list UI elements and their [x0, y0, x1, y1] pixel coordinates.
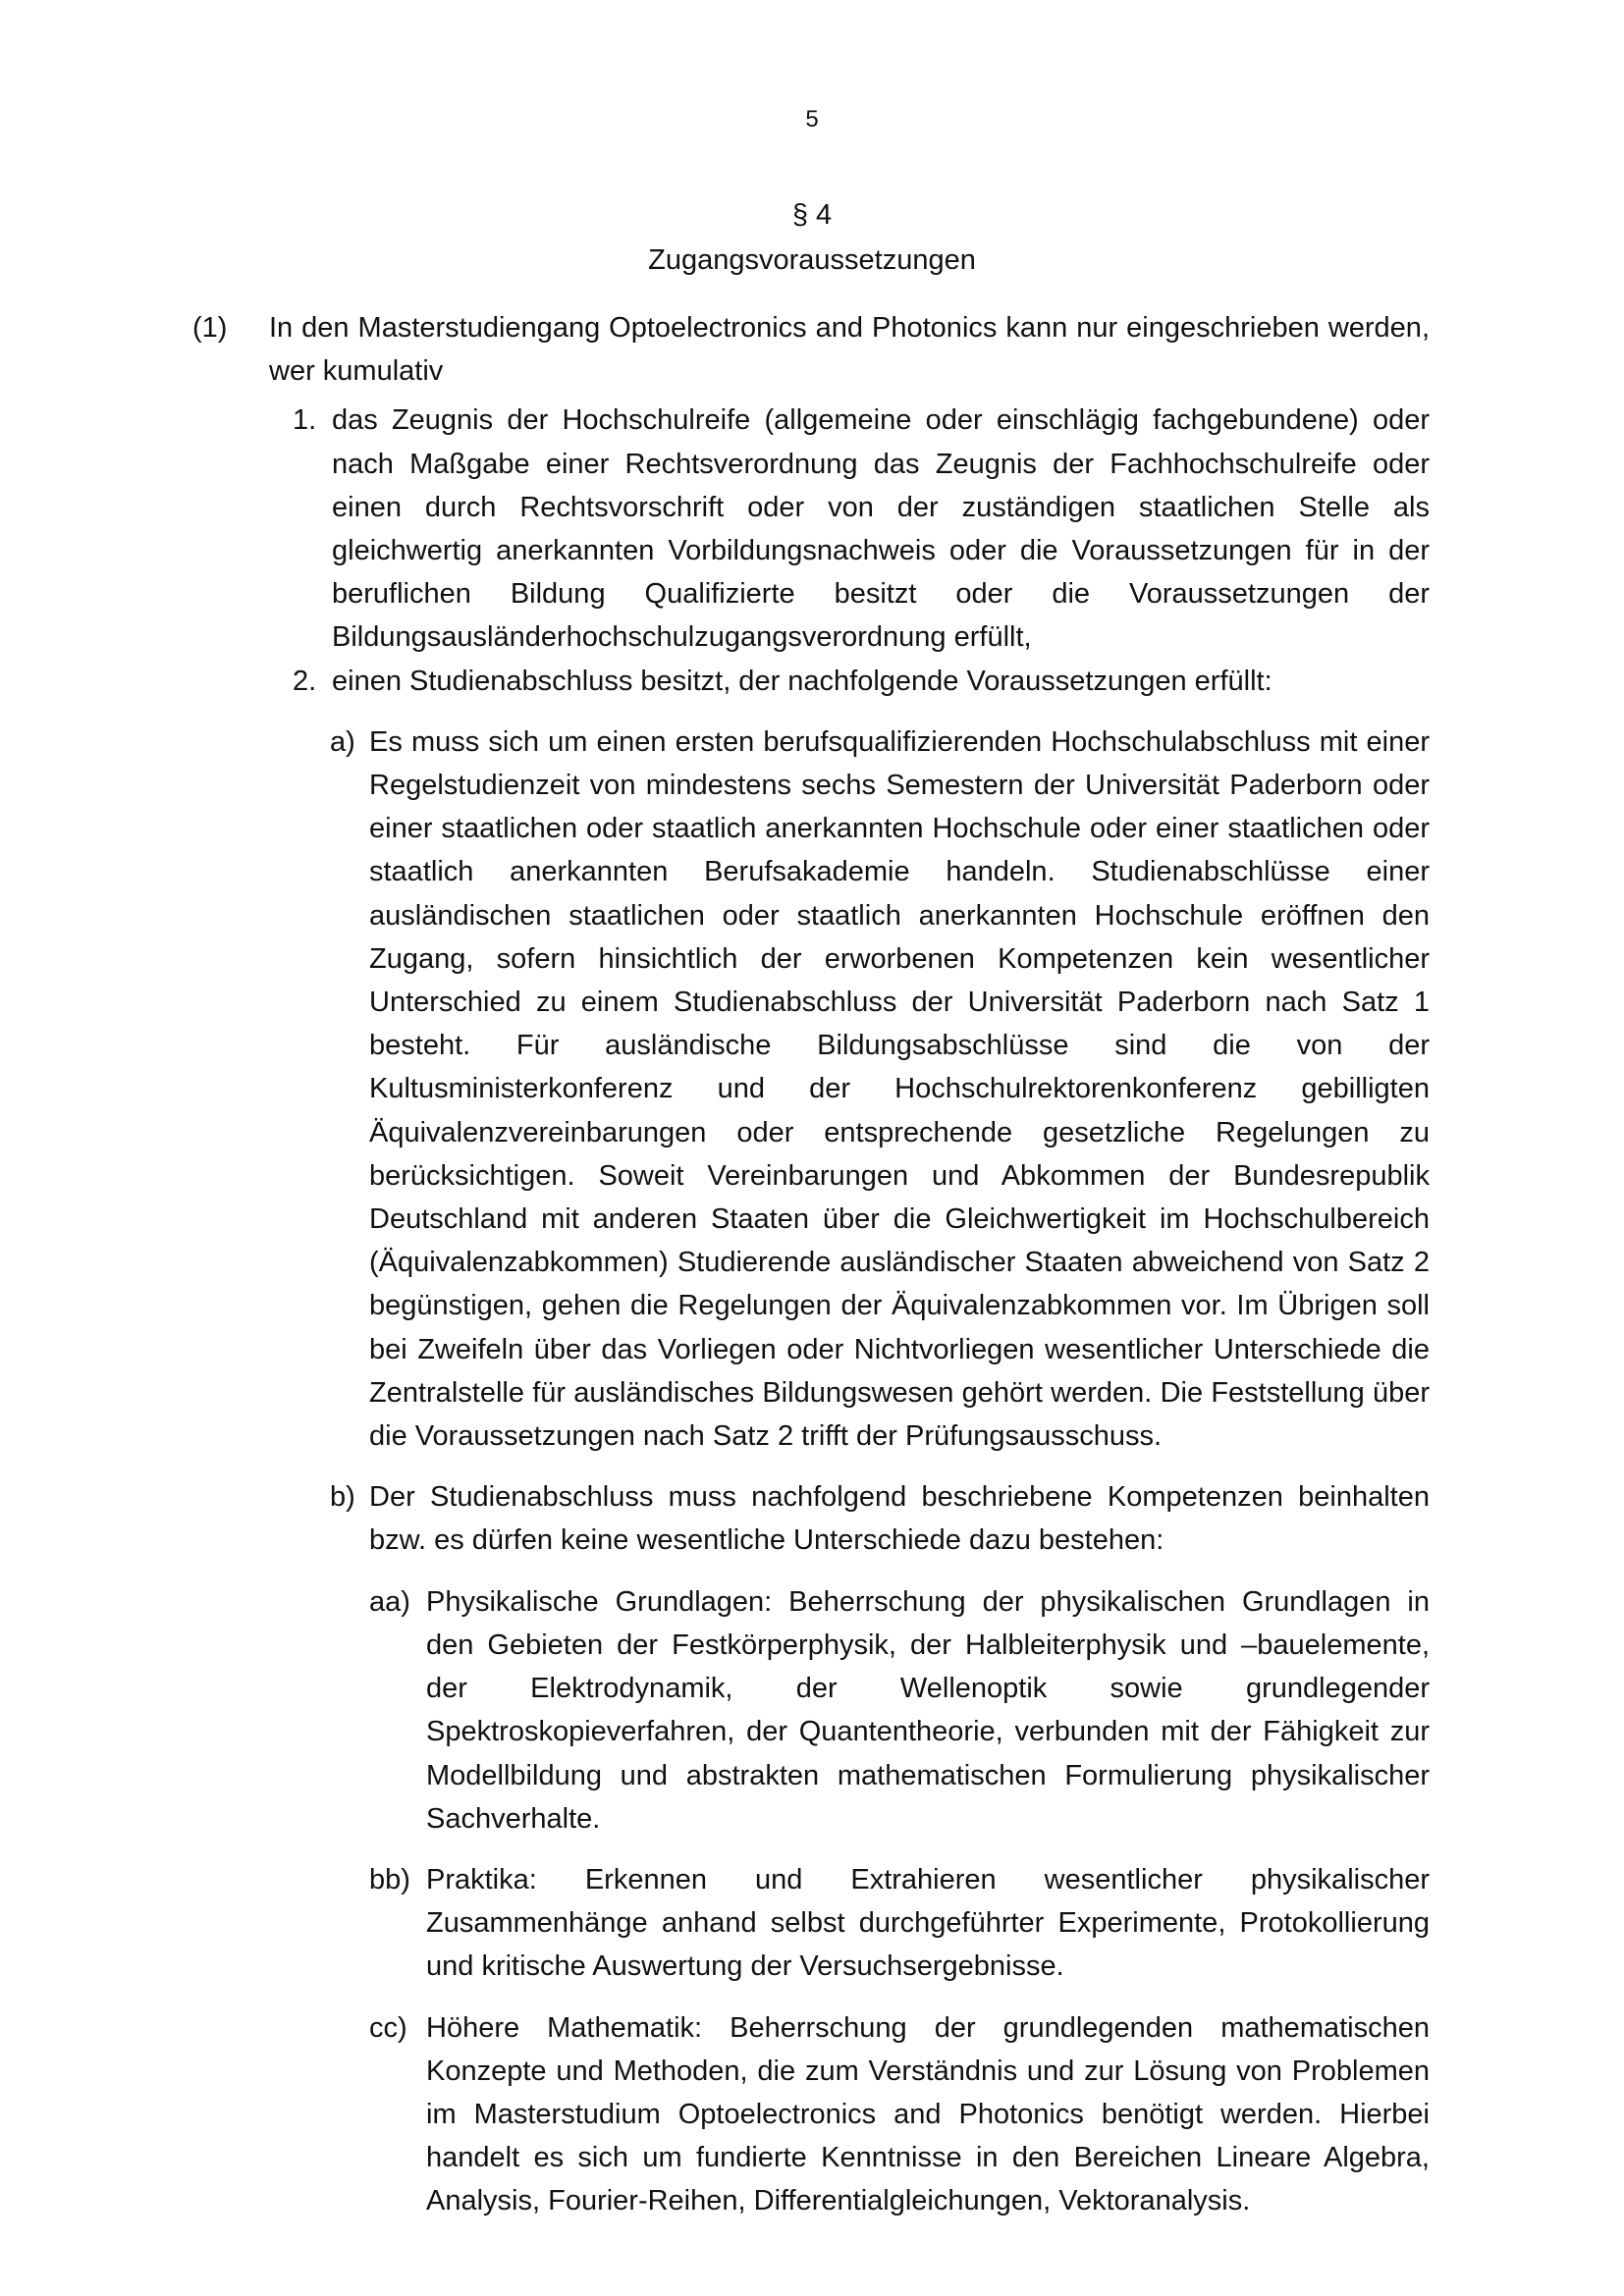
competency-aa-text: Physikalische Grundlagen: Beherrschung der physikalischen Grundlagen in den Gebieten der Festkörperphysik, der Halbleiterphysik und –bauelemente, der Elektrodynamik, der Wellenoptik sowie grundlegender Spektroskopieverfahren, der Quantentheorie, verbunden mit der Fähigkeit zur Modellbildung und abstrakten mathematischen Formulierung physikalischer Sachverhalte. — [426, 1585, 1430, 1835]
sub-item-a — [330, 721, 1430, 1458]
competency-bb — [369, 1858, 1430, 1989]
competency-bb-marker: bb) — [369, 1863, 410, 1896]
section-title: Zugangsvoraussetzungen — [648, 244, 976, 276]
sub-item-a-text: Es muss sich um einen ersten berufsqualifizierenden Hochschulabschluss mit einer Regelstudienzeit von mindestens sechs Semestern der Universität Paderborn oder einer staatlichen oder staatlich anerkannten Hochschule oder einer staatlichen oder staatlich anerkannten Berufsakademie handeln. Studienabschlüsse einer ausländischen staatlichen oder staatlich anerkannten Hochschule eröffnen den Zugang, sofern hinsichtlich der erworbenen Kompetenzen kein wesentlicher Unterschied zu einem Studienabschluss der Universität Paderborn nach Satz 1 besteht. Für ausländische Bildungsabschlüsse sind die von der Kultusministerkonferenz und der Hochschulrektorenkonferenz gebilligten Äquivalenzvereinbarungen oder entsprechende gesetzliche Regelungen zu berücksichtigen. Soweit Vereinbarungen und Abkommen der Bundesrepublik Deutschland mit anderen Staaten über die Gleichwertigkeit im Hochschulbereich (Äquivalenzabkommen) Studierende ausländischer Staaten abweichend von Satz 2 begünstigen, gehen die Regelungen der Äquivalenzabkommen vor. Im Übrigen soll bei Zweifeln über das Vorliegen oder Nichtvorliegen wesentlicher Unterschiede die Zentralstelle für ausländisches Bildungswesen gehört werden. Die Feststellung über die Voraussetzungen nach Satz 2 trifft der Prüfungsausschuss. — [369, 725, 1430, 1453]
competency-cc-marker: cc) — [369, 2011, 407, 2044]
competency-aa-marker: aa) — [369, 1585, 410, 1618]
sub-item-b — [330, 1475, 1430, 1562]
document-body — [192, 306, 1430, 2223]
sub-item-b-marker: b) — [330, 1481, 355, 1514]
competency-bb-text: Praktika: Erkennen und Extrahieren wesentlicher physikalischer Zusammenhänge anhand selbst durchgeführter Experimente, Protokollierung und kritische Auswertung der Versuchsergebnisse. — [426, 1863, 1430, 1983]
paragraph-1-marker: (1) — [192, 312, 228, 344]
list-item-1-text: das Zeugnis der Hochschulreife (allgemeine oder einschlägig fachgebundene) oder nach Maßgabe einer Rechtsverordnung das Zeugnis der Fachhochschulreife oder einen durch Rechtsvorschrift oder von der zuständigen staatlichen Stelle als gleichwertig anerkannten Vorbildungsnachweis oder die Voraussetzungen für in der beruflichen Bildung Qualifizierte besitzt oder die Voraussetzungen der Bildungsausländerhochschulzugangsverordnung erfüllt, — [332, 404, 1430, 654]
list-item-2 — [293, 660, 1430, 703]
list-item-2-text: einen Studienabschluss besitzt, der nachfolgende Voraussetzungen erfüllt: — [332, 665, 1272, 697]
section-heading — [0, 192, 1624, 283]
paragraph-1 — [192, 306, 1430, 393]
competency-cc — [369, 2006, 1430, 2223]
page-number: 5 — [805, 106, 819, 133]
list-item-2-marker: 2. — [293, 665, 317, 697]
competency-cc-text: Höhere Mathematik: Beherrschung der grundlegenden mathematischen Konzepte und Methoden, die zum Verständnis und zur Lösung von Problemen im Masterstudium Optoelectronics and Photonics benötigt werden. Hierbei handelt es sich um fundierte Kenntnisse in den Bereichen Lineare Algebra, Analysis, Fourier-Reihen, Differentialgleichungen, Vektoranalysis. — [426, 2011, 1430, 2217]
section-symbol: § 4 — [791, 199, 833, 231]
competency-aa — [369, 1580, 1430, 1841]
list-item-1 — [293, 399, 1430, 659]
paragraph-1-intro: In den Masterstudiengang Optoelectronics and Photonics kann nur eingeschrieben werden, wer kumulativ — [269, 312, 1430, 388]
sub-item-b-text: Der Studienabschluss muss nachfolgend beschriebene Kompetenzen beinhalten bzw. es dürfen keine wesentliche Unterschiede dazu bestehen: — [369, 1481, 1430, 1557]
list-item-1-marker: 1. — [293, 404, 317, 437]
sub-item-a-marker: a) — [330, 725, 355, 758]
